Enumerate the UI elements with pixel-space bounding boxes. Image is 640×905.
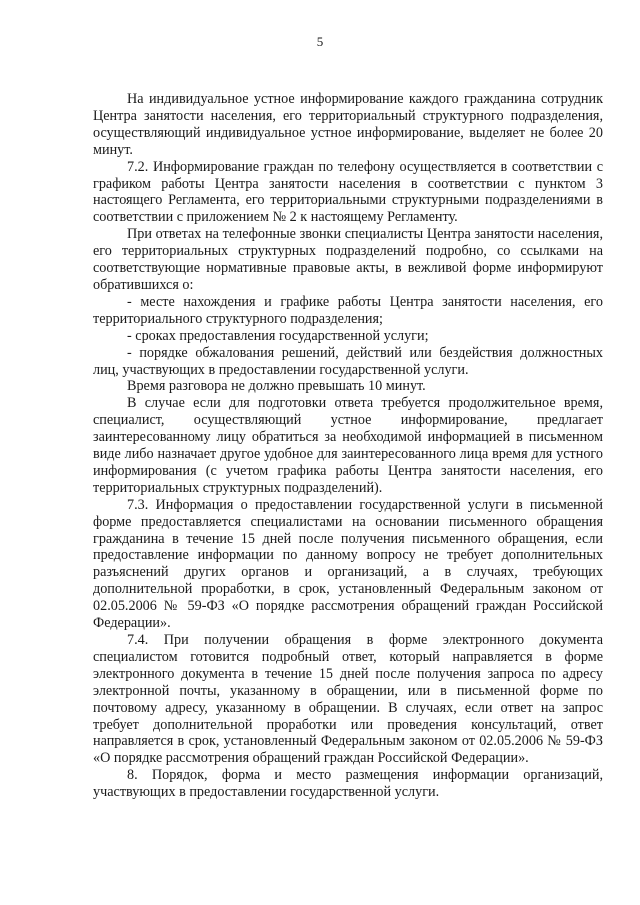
document-body <box>93 91 603 801</box>
paragraph-7-2-phone-info: 7.2. Информирование граждан по телефону осуществляется в соответствии с графиком работы Центра занятости населения в соответствии с пунктом 3 настоящего Регламента, его территориальными структурными подразделениями в соответствии с приложением № 2 к настоящему Регламенту. <box>93 158 603 226</box>
paragraph-phone-answers: При ответах на телефонные звонки специалисты Центра занятости населения, его территориальных структурных подразделений подробно, со ссылками на соответствующие нормативные правовые акты, в вежливой форме информируют обратившихся о: <box>93 226 603 293</box>
paragraph-call-duration: Время разговора не должно превышать 10 минут. <box>127 378 426 395</box>
paragraph-7-3-written-info: 7.3. Информация о предоставлении государственной услуги в письменной форме предоставляется специалистами на основании письменного обращения гражданина в течение 15 дней после получения письменного обращения, если предоставление информации по данному вопросу не требует дополнительных разъяснений других органов и организаций, а в случаях, требующих дополнительной проработки, в срок, установленный Федеральным законом от 02.05.2006 № 59-ФЗ «О порядке рассмотрения обращений граждан Российской Федерации». <box>93 496 603 632</box>
list-item-location: - месте нахождения и графике работы Центра занятости населения, его территориального структурного подразделения; <box>93 293 603 327</box>
paragraph-7-4-electronic-info: 7.4. При получении обращения в форме электронного документа специалистом готовится подробный ответ, который направляется в форме электронного документа в течение 15 дней после получения запроса по адресу электронной почты, указанному в обращении, или в письменной форме по почтовому адресу, указанному в обращении. В случаях, если ответ на запрос требует дополнительной проработки или проведения консультаций, ответ направляется в срок, установленный Федеральным законом от 02.05.2006 № 59-ФЗ «О порядке рассмотрения обращений граждан Российской Федерации». <box>93 632 603 767</box>
paragraph-oral-info-time: На индивидуальное устное информирование каждого гражданина сотрудник Центра занятости населения, его территориальный структурного подразделения, осуществляющий индивидуальное устное информирование, выделяет не более 20 минут. <box>93 91 603 158</box>
paragraph-long-preparation: В случае если для подготовки ответа требуется продолжительное время, специалист, осуществляющий устное информирование, предлагает заинтересованному лицу обратиться за необходимой информацией в письменном виде либо назначает другое удобное для заинтересованного лица время для устного информирования (с учетом графика работы Центра занятости населения, его территориальных структурных подразделений). <box>93 395 603 496</box>
list-item-appeal-procedure: - порядке обжалования решений, действий или бездействия должностных лиц, участвующих в предоставлении государственной услуги. <box>93 344 603 378</box>
list-item-terms: - сроках предоставления государственной услуги; <box>127 327 429 344</box>
page-number: 5 <box>316 34 324 49</box>
paragraph-8-info-placement: 8. Порядок, форма и место размещения информации организаций, участвующих в предоставлении государственной услуги. <box>93 767 603 801</box>
